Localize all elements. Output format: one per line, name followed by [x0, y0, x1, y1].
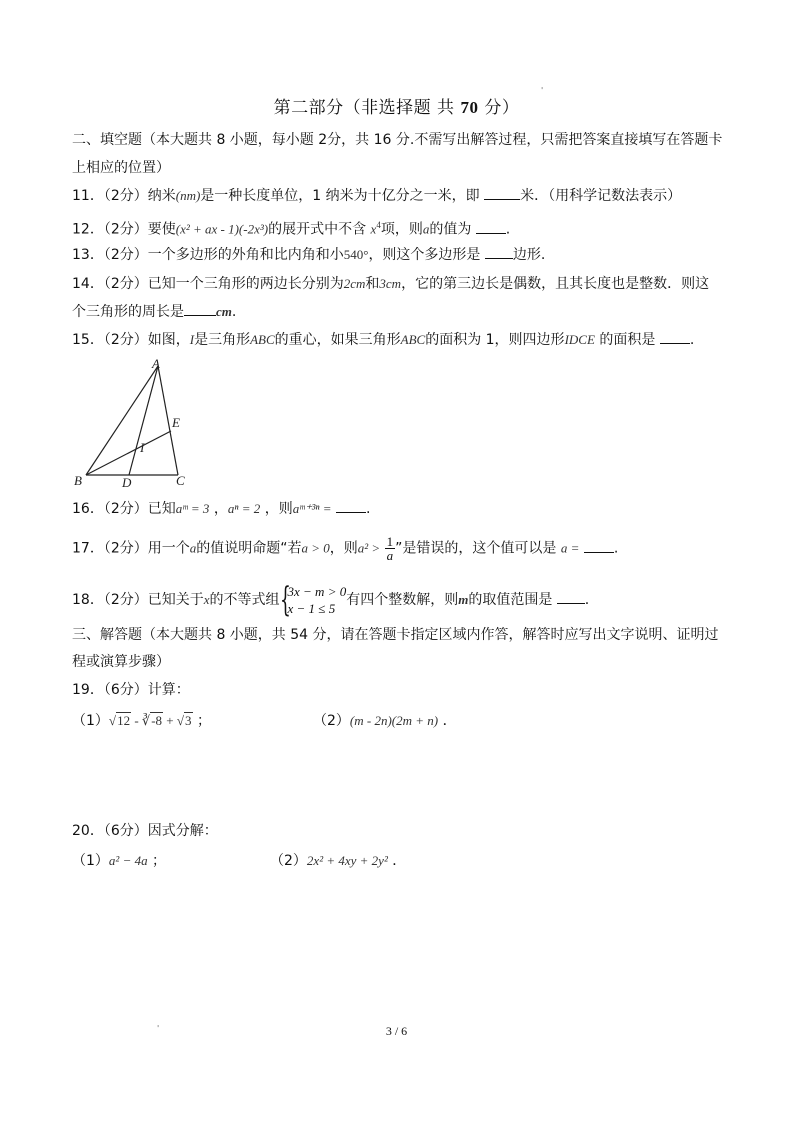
- question-17: [72, 535, 618, 562]
- q15-triangle-abc: ABC: [250, 332, 275, 347]
- question-19-part-2: [313, 711, 457, 731]
- label-a: A: [152, 358, 160, 371]
- q19-part1-end: ；: [196, 713, 211, 729]
- q12-expression: (x² + ax - 1)(-2x³): [175, 221, 269, 237]
- q15-answer-blank[interactable]: [660, 329, 690, 344]
- q17-var-a: a: [189, 540, 197, 556]
- q14-text-e: .: [231, 304, 237, 320]
- q19-radicand-3: 3: [185, 713, 192, 728]
- q17-fraction-numerator: 1: [386, 534, 394, 549]
- q13-text-c: 边形.: [512, 247, 546, 263]
- q17-answer-var: a =: [560, 540, 580, 556]
- q18-answer-blank[interactable]: [557, 589, 585, 604]
- q17-text-c: ，则: [329, 540, 358, 557]
- q19-part2-end: ．: [442, 713, 457, 729]
- q14-text: 14．（2分）已知一个三角形的两边长分别为: [72, 276, 344, 292]
- q20-part2-label: （2）: [270, 853, 307, 869]
- q16-text-b: ，则: [264, 501, 293, 517]
- q12-exponent: 4: [376, 220, 381, 230]
- label-b: B: [74, 473, 82, 488]
- label-i: I: [140, 440, 145, 455]
- q12-text-c: 项，则: [380, 221, 423, 238]
- q14-unit: cm: [216, 304, 232, 319]
- q17-text-e: .: [613, 540, 619, 557]
- q11-answer-blank[interactable]: [484, 185, 520, 200]
- q12-var-x: x: [370, 221, 377, 237]
- q19-part1-label: （1）: [72, 713, 109, 729]
- q12-text-d: 的值为: [429, 221, 472, 238]
- q13-value: 540°: [343, 247, 369, 262]
- q12-text-b: 的展开式中不含: [268, 221, 367, 238]
- scan-dot-2: ': [157, 1024, 160, 1033]
- q18-inequality-system: [279, 580, 347, 620]
- question-13: [72, 244, 545, 265]
- q18-row-2: x − 1 ≤ 5: [287, 601, 336, 616]
- q17-fraction-denominator: a: [386, 548, 394, 563]
- question-15: [72, 329, 694, 350]
- question-20-title: 20．（6分）因式分解：: [72, 823, 218, 839]
- question-18: [72, 580, 590, 620]
- triangle-figure: [72, 358, 192, 488]
- q13-text-b: ，则这个多边形是: [368, 247, 481, 263]
- q14-answer-blank[interactable]: [184, 301, 216, 316]
- q15-text-b: 是三角形: [194, 332, 251, 348]
- question-12: [72, 215, 510, 240]
- section2-heading-cont: 上相应的位置）: [72, 160, 170, 176]
- q19-part2-expression: (m - 2n)(2m + n): [349, 713, 439, 728]
- title-text: 第二部分（非选择题 共: [273, 98, 455, 118]
- q18-row-1: 3x − m > 0: [287, 584, 347, 599]
- q17-text-d: ”是错误的，这个值可以是: [395, 540, 557, 557]
- q15-text-d: 的面积为 1，则四边形: [425, 332, 565, 348]
- q15-text-f: .: [689, 332, 695, 348]
- q15-quad-idce: IDCE: [564, 332, 595, 347]
- q18-text: 18．（2分）已知关于: [72, 592, 204, 608]
- q14-side-1: 2cm: [343, 276, 366, 291]
- label-e: E: [172, 415, 180, 430]
- q12-text: 12．（2分）要使: [72, 221, 176, 238]
- page-title: [0, 93, 793, 118]
- page-number: 3 / 6: [385, 1024, 408, 1038]
- section3-heading: 三、解答题（本大题共 8 小题，共 54 分，请在答题卡指定区域内作答，解答时应写出文字说明、证明过: [72, 627, 719, 643]
- q14-text-b: 和: [365, 276, 380, 292]
- segment-be: [86, 431, 171, 475]
- label-c: C: [176, 473, 185, 488]
- segment-ad: [129, 366, 158, 475]
- q16-given-1: aᵐ = 3: [175, 501, 210, 516]
- q14-side-2: 3cm: [379, 276, 402, 291]
- q20-part1-end: ；: [152, 853, 167, 869]
- q17-inequality-lhs: a² >: [357, 540, 381, 556]
- question-14-cont: [72, 301, 236, 322]
- q18-var-m: m: [458, 592, 469, 607]
- label-d: D: [122, 475, 132, 488]
- q16-expression: aᵐ⁺³ⁿ =: [292, 501, 332, 516]
- q11-text: 11．（2分）纳米: [72, 188, 176, 204]
- q16-answer-blank[interactable]: [336, 498, 366, 513]
- q16-separator: ，: [213, 501, 228, 517]
- q15-text-c: 的重心，如果三角形: [274, 332, 401, 348]
- q12-answer-blank[interactable]: [476, 219, 506, 234]
- question-20-part-1: [72, 851, 166, 871]
- q17-text-b: 的值说明命题“若: [196, 540, 302, 557]
- q18-var-x: x: [203, 592, 210, 607]
- q19-plus-sqrt: + √: [163, 713, 184, 728]
- q20-part2-end: ．: [392, 853, 407, 869]
- q14-text-c: ，它的第三边长是偶数，且其长度也是整数．则这: [401, 276, 710, 292]
- q16-given-2: aⁿ = 2: [227, 501, 261, 516]
- q18-text-c: 有四个整数解，则: [346, 592, 459, 608]
- q17-condition: a > 0: [301, 540, 330, 556]
- q20-part1-label: （1）: [72, 853, 109, 869]
- q15-triangle-abc-2: ABC: [400, 332, 426, 347]
- q18-text-e: .: [584, 592, 590, 608]
- q13-answer-blank[interactable]: [485, 244, 513, 259]
- title-score: 70: [460, 98, 479, 117]
- q18-text-b: 的不等式组: [209, 592, 280, 608]
- q19-radicand-1: 12: [117, 713, 131, 728]
- question-11: [72, 185, 681, 206]
- q17-answer-blank[interactable]: [584, 538, 614, 553]
- title-text-end: 分）: [484, 98, 520, 118]
- question-19-part-1: （1）√12 - ∛-8 + √3 ；: [72, 713, 211, 729]
- q12-text-e: .: [505, 221, 511, 238]
- q12-var-a: a: [422, 221, 430, 237]
- q20-part1-expression: a² − 4a: [108, 853, 148, 868]
- question-16: [72, 498, 370, 519]
- question-20-part-2: [270, 851, 406, 871]
- q17-text: 17．（2分）用一个: [72, 540, 190, 557]
- question-19-title: 19．（6分）计算：: [72, 682, 190, 698]
- q16-text-c: .: [365, 501, 371, 517]
- q20-part2-expression: 2x² + 4xy + 2y²: [306, 853, 388, 868]
- q19-cuberoot-sign: - ∛: [131, 713, 151, 728]
- q14-text-d: 个三角形的周长是: [72, 304, 184, 320]
- q18-text-d: 的取值范围是: [468, 592, 553, 608]
- q16-text: 16．（2分）已知: [72, 501, 176, 517]
- question-14: [72, 274, 709, 294]
- q11-text-c: 米．（用科学记数法表示）: [520, 188, 682, 204]
- q18-brace: {: [279, 580, 291, 620]
- section3-heading-cont: 程或演算步骤）: [72, 654, 170, 670]
- scan-dot: ': [541, 86, 544, 95]
- q15-text: 15．（2分）如图，: [72, 332, 190, 348]
- q11-text-b: 是一种长度单位，1 纳米为十亿分之一米，即: [200, 188, 480, 204]
- q19-part2-label: （2）: [313, 713, 350, 729]
- section2-heading: 二、填空题（本大题共 8 小题，每小题 2分，共 16 分.不需写出解答过程，只需把答案直接填写在答题卡: [72, 132, 723, 148]
- q15-text-e: 的面积是: [599, 332, 656, 348]
- side-ab: [86, 366, 158, 475]
- q11-unit: (nm): [175, 188, 201, 203]
- q19-radicand-2: -8: [151, 713, 163, 728]
- q13-text: 13．（2分）一个多边形的外角和比内角和小: [72, 247, 344, 263]
- q15-point-i: I: [189, 332, 195, 347]
- q17-fraction: [385, 535, 396, 562]
